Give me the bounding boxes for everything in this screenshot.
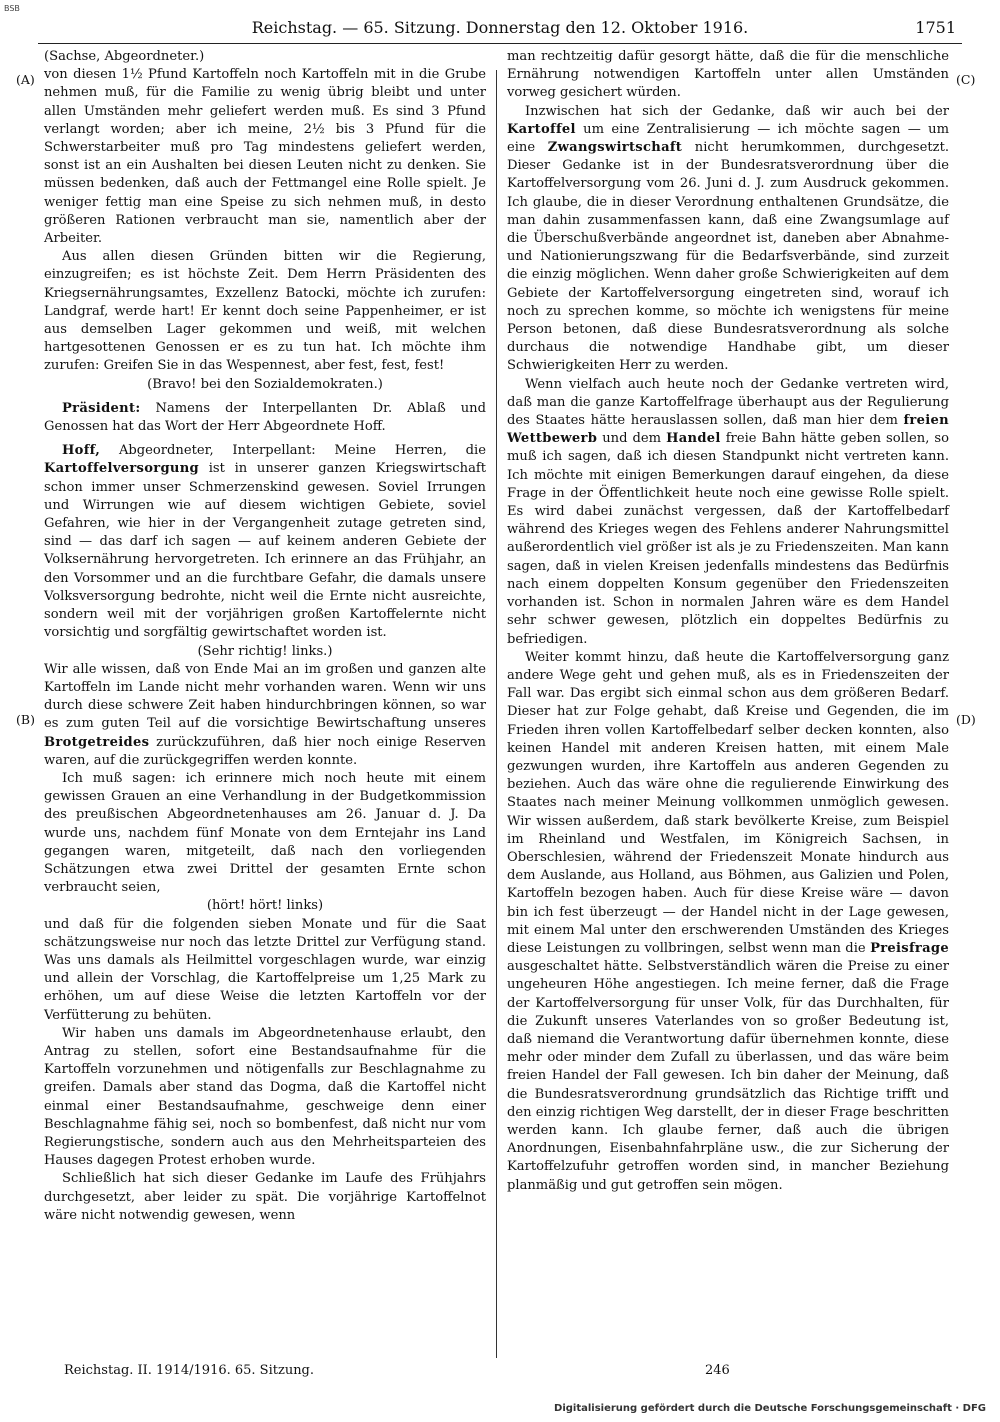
margin-marker-d: (D) bbox=[956, 712, 976, 727]
interjection: (Bravo! bei den Sozialdemokraten.) bbox=[147, 376, 383, 392]
running-title: Reichstag. — 65. Sitzung. Donnerstag den 12. Oktober 1916. bbox=[251, 18, 749, 37]
sheet-number: 246 bbox=[705, 1363, 730, 1378]
paragraph: man rechtzeitig dafür gesorgt hätte, daß die für die menschliche Ernährung notwendigen Kartoffeln unter allen Umständen vorweg gesichert würden. bbox=[507, 49, 949, 101]
paragraph: Wir haben uns damals im Abgeordnetenhause erlaubt, den Antrag zu stellen, sofort eine Bestandsaufnahme für die Kartoffeln vorzunehmen und nötigenfalls zur Beschlagnahme zu greifen. Damals aber stand das Dogma, daß die Kartoffel nicht einmal einer Bestandsaufnahme, geschweige denn einer Beschlagnahme fähig sei, noch so bombenfest, daß nicht nur vom Regierungstische, sondern auch aus den Mehrheitsparteien des Hauses dagegen Protest erhoben wurde. bbox=[44, 1025, 486, 1169]
emphasis: Zwangswirtschaft bbox=[547, 140, 683, 156]
right-column bbox=[507, 48, 949, 1195]
column-separator bbox=[496, 70, 497, 1358]
page-header bbox=[40, 18, 960, 42]
digitization-credit: Digitalisierung gefördert durch die Deutsche Forschungsgemeinschaft · DFG bbox=[554, 1403, 986, 1414]
library-stamp: BSB bbox=[4, 4, 20, 13]
paragraph-text: freie Bahn hätte geben sollen, so muß ich sagen, daß ich diesen Standpunkt nicht vertreten kann. Ich möchte mit einigen Bemerkungen darauf eingehen, da diese Frage in der Öffentlichkeit heute noch eine gewisse Rolle spielt. Es wird dabei zunächst vergessen, daß der Kartoffelbedarf während des Krieges wegen des Fehlens anderer Nahrungsmittel außerordentlich viel größer ist als je zu Friedenszeiten. Man kann sagen, daß in vielen Kreisen jedenfalls mindestens das Bedürfnis nach einem doppelten Konsum gegenüber den Friedenszeiten vorhanden ist. Schon in normalen Jahren wäre es dem Handel sehr schwer gewesen, plötzlich ein doppeltes Bedürfnis zu befriedigen. bbox=[507, 431, 949, 647]
paragraph: Schließlich hat sich dieser Gedanke im Laufe des Frühjahrs durchgesetzt, aber leider zu spät. Die vorjährige Kartoffelnot wäre nicht notwendig gewesen, wenn bbox=[44, 1171, 486, 1223]
paragraph-text: nicht herumkommen, durchgesetzt. Dieser Gedanke ist in der Bundesratsverordnung über die Kartoffelversorgung vom 26. Juni d. J. zum Ausdruck gekommen. Ich glaube, die in dieser Verordnung enthaltenen Grundsätze, die man dahin zusammenfassen kann, daß eine Zwangsumlage auf die Überschußverbände angeordnet ist, daneben aber Abnahme- und Nationierungszwang für die Bedarfsverbände, sind zurzeit die einzig möglichen. Wenn daher große Schwierigkeiten auf dem Gebiete der Kartoffelversorgung eingetreten sind, worauf ich noch zu sprechen komme, so möchte ich wenigstens für meine Person betonen, daß diese Bundesratsverordnung als solche durchaus die notwendige Handhabe gibt, um dieser Schwierigkeiten Herr zu werden. bbox=[507, 140, 949, 374]
margin-marker-b: (B) bbox=[16, 712, 35, 727]
paragraph: Aus allen diesen Gründen bitten wir die Regierung, einzugreifen; es ist höchste Zeit. Dem Herrn Präsidenten des Kriegsernährungsamtes, Exzellenz Batocki, möchte ich zurufen: Landgraf, werde hart! Er kennt doch seine Pappenheimer, er ist aus demselben Lager gekommen und weiß, mit welchen hartgesottenen Genossen er es zu tun hat. Ich möchte ihm zurufen: Greifen Sie in das Wespennest, aber fest, fest, fest! bbox=[44, 249, 486, 374]
margin-marker-c: (C) bbox=[956, 72, 976, 87]
speaker-note-text: (Sachse, Abgeordneter.) bbox=[44, 49, 205, 64]
paragraph-text: um eine Zentralisierung — ich möchte sagen — um eine bbox=[507, 121, 949, 156]
dfg-logo: DFG bbox=[962, 1403, 986, 1414]
paragraph: von diesen 1½ Pfund Kartoffeln noch Kartoffeln mit in die Grube nehmen muß, für die Familie zu wenig übrig bleibt und unter allen Umständen mehr geliefert werden muß. Es sind 3 Pfund verlangt worden; aber ich meine, 2½ bis 3 Pfund für die Schwerstarbeiter muß pro Tag mindestens geliefert werden, sonst ist an ein Aushalten bei diesen Leuten nicht zu denken. Sie müssen bedenken, daß auch der Fettmangel eine Rolle spielt. Je weniger fettig man eine Speise zu sich nehmen muß, in desto größeren Rationen verbraucht man sie, namentlich aber der Arbeiter. bbox=[44, 67, 486, 247]
left-column bbox=[44, 48, 486, 1225]
speaker-label: Hoff, bbox=[62, 443, 101, 459]
speaker-note bbox=[44, 48, 486, 66]
emphasis: Kartoffel bbox=[507, 121, 576, 137]
paragraph bbox=[507, 649, 949, 1195]
hoff-paragraph bbox=[44, 442, 486, 642]
speaker-label: Präsident: bbox=[62, 400, 141, 416]
interjection: (hört! hört! links) bbox=[206, 898, 324, 914]
paragraph-text: Wenn vielfach auch heute noch der Gedanke vertreten wird, daß man die ganze Kartoffelfrage überhaupt aus der Regulierung des Staates hätte herauslassen sollen, daß man hier dem bbox=[507, 376, 949, 429]
president-paragraph bbox=[44, 400, 486, 436]
paragraph: Ich muß sagen: ich erinnere mich noch heute mit einem gewissen Grauen an eine Verhandlung in der Budgetkommission des preußischen Abgeordnetenhauses am 26. Januar d. J. Da wurde uns, nachdem fünf Monate von dem Erntejahr ins Land gegangen waren, mitgeteilt, daß nach den vorliegenden Schätzungen etwa zwei Drittel der gesamten Ernte schon verbraucht seien, bbox=[44, 770, 486, 896]
emphasis: freien Wettbewerb bbox=[507, 413, 949, 447]
paragraph-text: zurückzuführen, daß hier noch einige Reserven waren, auf die zurückgegriffen werden konnte. bbox=[44, 734, 486, 768]
header-rule bbox=[38, 43, 962, 44]
paragraph-text: Inzwischen hat sich der Gedanke, daß wir auch bei der bbox=[525, 103, 949, 119]
paragraph-text: und dem bbox=[597, 431, 667, 447]
emphasis: Preisfrage bbox=[870, 940, 949, 956]
paragraph-text: ausgeschaltet hätte. Selbstverständlich wären die Preise zu einer ungeheuren Höhe angestiegen. Ich meine ferner, daß die Frage der Kartoffelversorgung für unser Volk, für das Durchhalten, für die Zukunft unseres Vaterlandes von so großer Bedeutung ist, daß niemand die Verantwortung dafür übernehmen konnte, diese mehr oder minder dem Zufall zu überlassen, und das wäre beim freien Handel der Fall gewesen. Ich bin daher der Meinung, daß die Bundesratsverordnung grundsätzlich das Richtige trifft und den einzig richtigen Weg darstellt, der in dieser Frage beschritten werden kann. Ich glaube ferner, daß auch die übrigen Anordnungen, Eisenbahnfahrpläne usw., die zur Sicherung der Kartoffelzufuhr getroffen worden sind, in mancher Beziehung planmäßig und gut getroffen sein mögen. bbox=[507, 959, 949, 1193]
credit-text: Digitalisierung gefördert durch die Deutsche Forschungsgemeinschaft bbox=[554, 1403, 952, 1414]
paragraph-text: Weiter kommt hinzu, daß heute die Kartoffelversorgung ganz andere Wege geht und gehen muß, als es in Friedenszeiten der Fall war. Das ergibt sich einmal schon aus dem größeren Bedarf. Dieser hat zur Folge gehabt, daß Kreise und Gegenden, die im Frieden ihren vollen Kartoffelbedarf selber decken konnten, also keinen Handel mit anderen Kreisen hatten, mit einem Male gezwungen wurden, ihre Kartoffeln aus anderen Gegenden zu beziehen. Auch das wäre ohne die regulierende Einwirkung des Staates nach meiner Meinung vollkommen unmöglich gewesen. Wir wissen außerdem, daß stark bevölkerte Kreise, zum Beispiel im Rheinland und Westfalen, im Königreich Sachsen, in Oberschlesien, während der Friedenszeit Monate hindurch aus dem Auslande, aus Holland, aus Böhmen, aus Galizien und Polen, Kartoffeln bezogen haben. Auch für diese Kreise wäre — davon bin ich fest überzeugt — der Handel nicht in der Lage gewesen, mit einem Mal unter den erschwerenden Umständen des Krieges diese Leistungen zu vollbringen, selbst wenn man die bbox=[507, 649, 949, 956]
paragraph bbox=[507, 376, 949, 649]
paragraph: und daß für die folgenden sieben Monate und für die Saat schätzungsweise nur noch das letzte Drittel zur Verfügung stand. Was uns damals als Heilmittel vorgeschlagen wurde, war einzig und allein der Vorschlag, die Kartoffelpreise um 1,25 Mark zu erhöhen, um auf diese Weise die letzten Kartoffeln vor der Verfütterung zu behüten. bbox=[44, 916, 486, 1023]
paragraph bbox=[507, 103, 949, 376]
paragraph-text: Wir alle wissen, daß von Ende Mai an im großen und ganzen alte Kartoffeln im Lande nicht mehr vorhanden waren. Wenn wir uns durch diese schwere Zeit haben hindurchbringen können, so war es zum guten Teil auf die vorsichtige Bewirtschaftung unseres bbox=[44, 661, 486, 732]
paragraph-text: Abgeordneter, Interpellant: Meine Herren, die bbox=[100, 443, 486, 459]
page-number: 1751 bbox=[915, 18, 956, 37]
emphasis: Brotgetreides bbox=[44, 734, 150, 750]
interjection: (Sehr richtig! links.) bbox=[197, 643, 333, 659]
margin-marker-a: (A) bbox=[16, 72, 35, 87]
footer-signature: Reichstag. II. 1914/1916. 65. Sitzung. bbox=[64, 1363, 315, 1378]
paragraph bbox=[44, 661, 486, 770]
paragraph-text: ist in unserer ganzen Kriegswirtschaft schon immer unser Schmerzenskind gewesen. Soviel Irrungen und Wirrungen wie auf diesem wichtigen Gebiete, soviel Gefahren, wie hier in der Vergangenheit zutage getreten sind, sind — das darf ich sagen — auf keinem anderen Gebiete der Volksernährung hervorgetreten. Ich erinnere an das Frühjahr, an den Vorsommer und an die furchtbare Gefahr, die damals unsere Volksversorgung bedrohte, nicht weil die Ernte nicht ausreichte, sondern weil mit der vorjährigen großen Kartoffelernte nicht vorsichtig und sorgfältig gewirtschaftet worden ist. bbox=[44, 461, 486, 641]
paragraph-text: Namens der Interpellanten Dr. Ablaß und Genossen hat das Wort der Herr Abgeordnete Hoff. bbox=[44, 400, 486, 435]
emphasis: Handel bbox=[666, 431, 721, 447]
emphasis: Kartoffelversorgung bbox=[44, 461, 200, 477]
